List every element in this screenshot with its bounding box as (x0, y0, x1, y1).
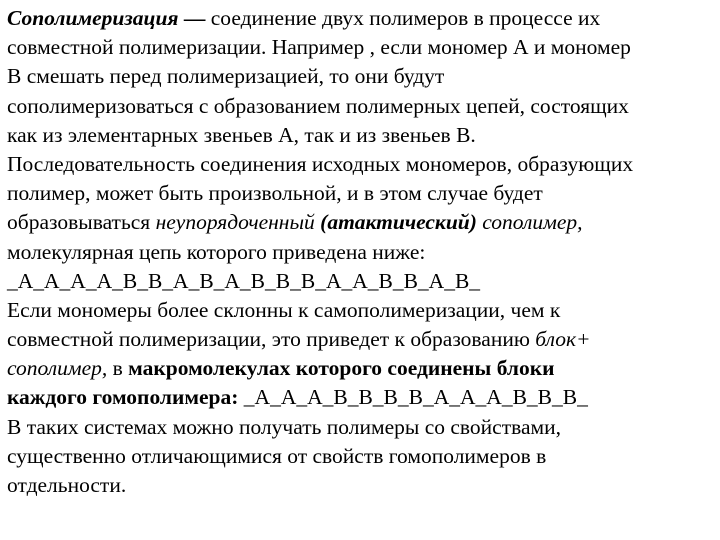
macromolecules-bold: макромолекулах которого соединены блоки (128, 356, 555, 381)
text-line-1 (7, 4, 715, 33)
chain-sequence-block: _А_А_А_В_В_В_В_А_А_А_В_В_В_ (238, 385, 588, 410)
text-line-5: как из элементарных звеньев А, так и из звеньев В. (7, 122, 476, 147)
text-line-13 (7, 354, 715, 383)
em-dash: — (178, 6, 211, 30)
text-line-9: молекулярная цепь которого приведена ниже: (7, 239, 426, 264)
chain-sequence-random: _А_А_А_А_В_В_А_В_А_В_В_В_А_А_В_В_А_В_ (7, 268, 481, 293)
term-copolymerization: Сополимеризация (7, 6, 179, 30)
text-line-12 (7, 325, 715, 354)
text-line-15: В таких системах можно получать полимеры со свойствами, (7, 414, 562, 439)
homopolymer-bold: каждого гомополимера: (7, 385, 239, 410)
term-block: блок+ (535, 327, 591, 352)
line-12-text: совместной полимеризации, это приведет к образованию (7, 327, 536, 352)
term-copolymer-2: сополимер, (7, 356, 108, 381)
text-line-11: Если мономеры более склонны к самополимеризации, чем к (7, 297, 561, 322)
text-line-14 (7, 383, 715, 412)
text-line-6: Последовательность соединения исходных мономеров, образующих (7, 151, 634, 176)
text-line-3: В смешать перед полимеризацией, то они будут (7, 64, 445, 89)
line-13-text: в (107, 356, 129, 381)
document-body (7, 4, 715, 500)
text-line-4: сополимеризоваться с образованием полимерных цепей, состоящих (7, 93, 629, 118)
term-atactic: (атактический) (320, 210, 477, 235)
text-line-17: отдельности. (7, 473, 127, 497)
line-1-text: соединение двух полимеров в процессе их (210, 6, 601, 30)
term-disordered: неупорядоченный (155, 210, 315, 235)
text-line-7: полимер, может быть произвольной, и в этом случае будет (7, 181, 543, 206)
text-line-2: совместной полимеризации. Например , если мономер А и мономер (7, 35, 631, 60)
line-8-text: образовываться (7, 210, 156, 235)
term-copolymer: сополимер, (476, 210, 583, 235)
text-line-16: существенно отличающимися от свойств гомополимеров в (7, 443, 547, 468)
text-line-8 (7, 208, 715, 237)
